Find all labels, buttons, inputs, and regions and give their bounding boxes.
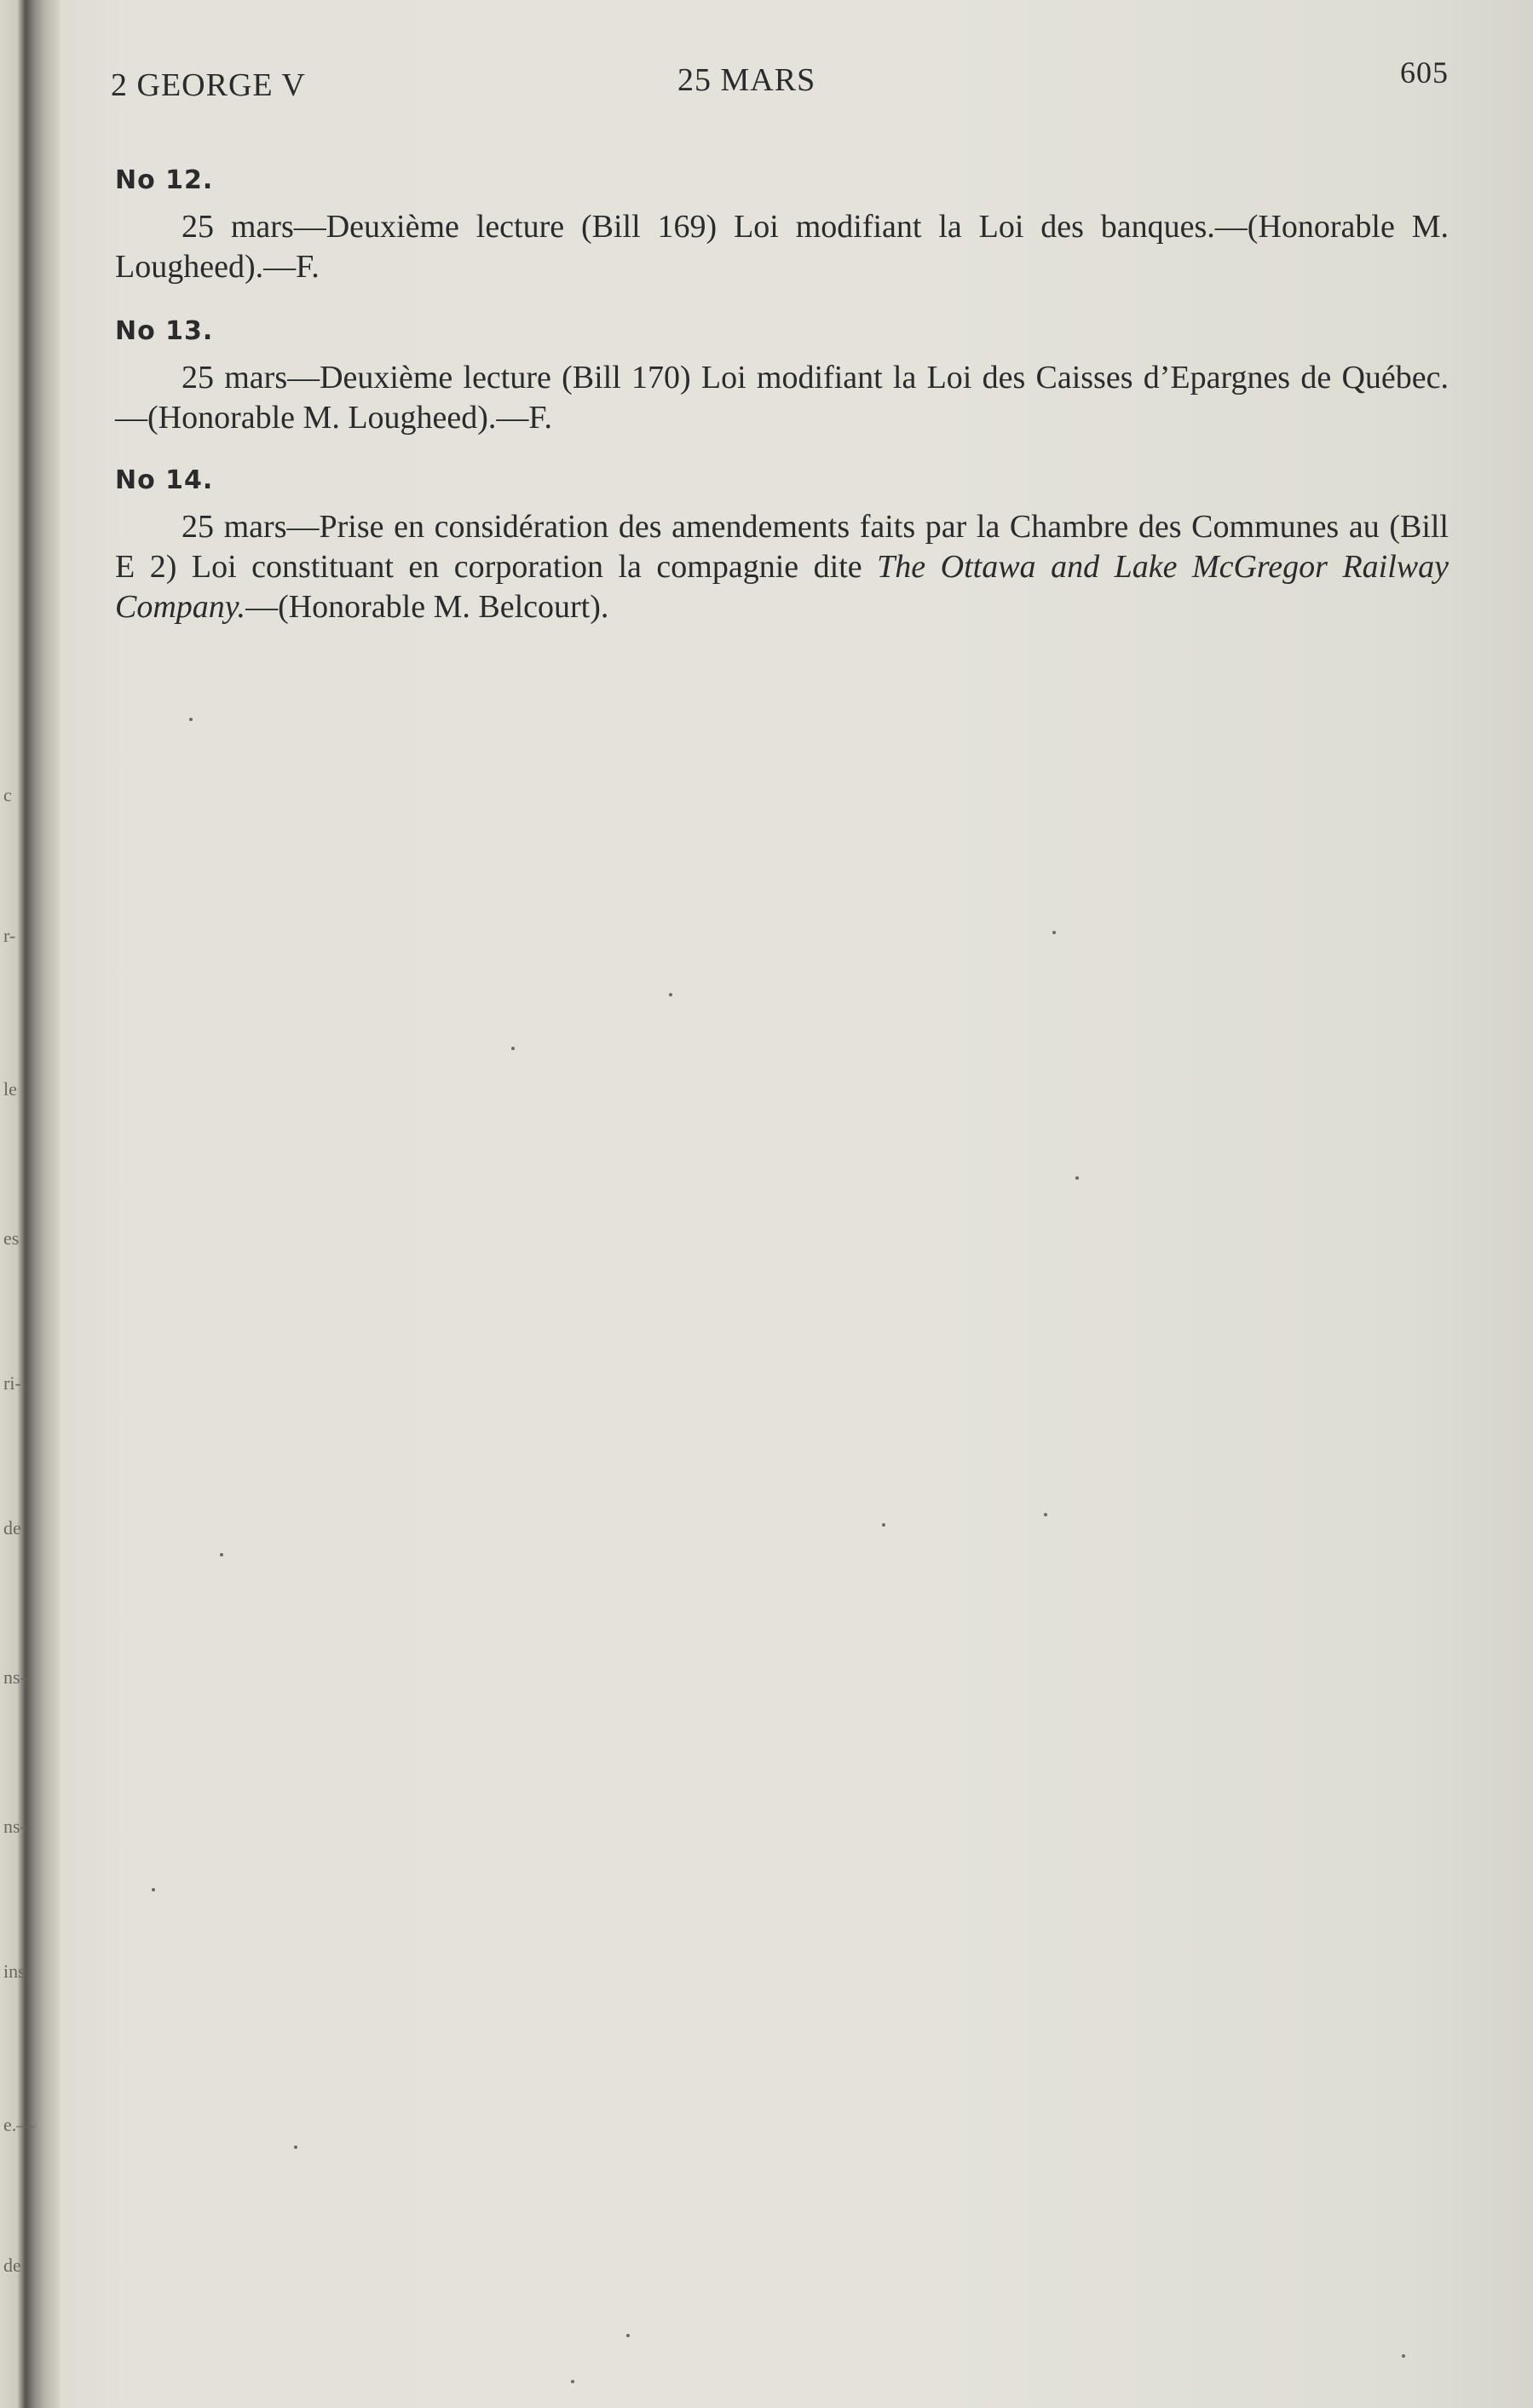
margin-bleed-text: ns- — [3, 1666, 26, 1688]
paper-speck — [1075, 1176, 1079, 1180]
paper-speck — [1402, 2354, 1405, 2358]
margin-bleed-text: es — [3, 1227, 20, 1249]
regnal-year: 2 GEORGE V — [111, 67, 306, 103]
margin-bleed-text: e.— — [3, 2114, 36, 2135]
paper-speck — [511, 1047, 515, 1050]
margin-bleed-text: ins. — [3, 1960, 31, 1982]
entry-text-sponsor: —(Honorable M. Belcourt). — [245, 589, 609, 625]
entry-12 — [115, 160, 1449, 287]
entry-text: 25 mars—Deuxième lecture (Bill 170) Loi modifiant la Loi des Caisses d’Epargnes de Québec.—(Honorable M. Lougheed).—F. — [115, 360, 1449, 436]
margin-bleed-text: de — [3, 2255, 21, 2276]
entry-13 — [115, 311, 1449, 438]
paper-speck — [669, 993, 672, 996]
paper-speck — [294, 2145, 297, 2149]
paper-speck — [626, 2334, 630, 2337]
margin-bleed-text: le — [3, 1078, 17, 1100]
paper-speck — [189, 718, 193, 721]
paper-speck — [1052, 931, 1056, 934]
book-gutter — [0, 0, 60, 2408]
entry-14 — [115, 460, 1449, 627]
paper-speck — [882, 1523, 885, 1527]
entry-text-main: 25 mars—Prise en considération des amendements faits par la Chambre des Communes au (Bill E 2) Loi constituant en corporation la compagnie dite — [115, 509, 1449, 585]
entry-number: No 12. — [115, 165, 214, 195]
paper-speck — [152, 1888, 155, 1891]
paper-speck — [571, 2380, 574, 2383]
margin-bleed-text: ri- — [3, 1372, 21, 1394]
paper-speck — [1044, 1513, 1047, 1516]
entry-text: 25 mars—Deuxième lecture (Bill 169) Loi modifiant la Loi des banques.—(Honorable M. Lougheed).—F. — [115, 209, 1449, 285]
running-head — [111, 55, 1449, 109]
margin-bleed-text: de — [3, 1517, 21, 1539]
margin-bleed-text: ns- — [3, 1816, 26, 1837]
entry-number: No 14. — [115, 465, 214, 495]
company-name: The Ottawa and Lake McGregor Railway Company. — [115, 549, 1449, 625]
entry-text — [115, 507, 1449, 627]
margin-bleed-text: r- — [3, 925, 16, 946]
paper-speck — [220, 1553, 223, 1556]
margin-bleed-text: c — [3, 784, 12, 806]
page-date: 25 MARS — [677, 62, 816, 98]
page-number: 605 — [1400, 55, 1449, 90]
entry-number: No 13. — [115, 316, 214, 346]
